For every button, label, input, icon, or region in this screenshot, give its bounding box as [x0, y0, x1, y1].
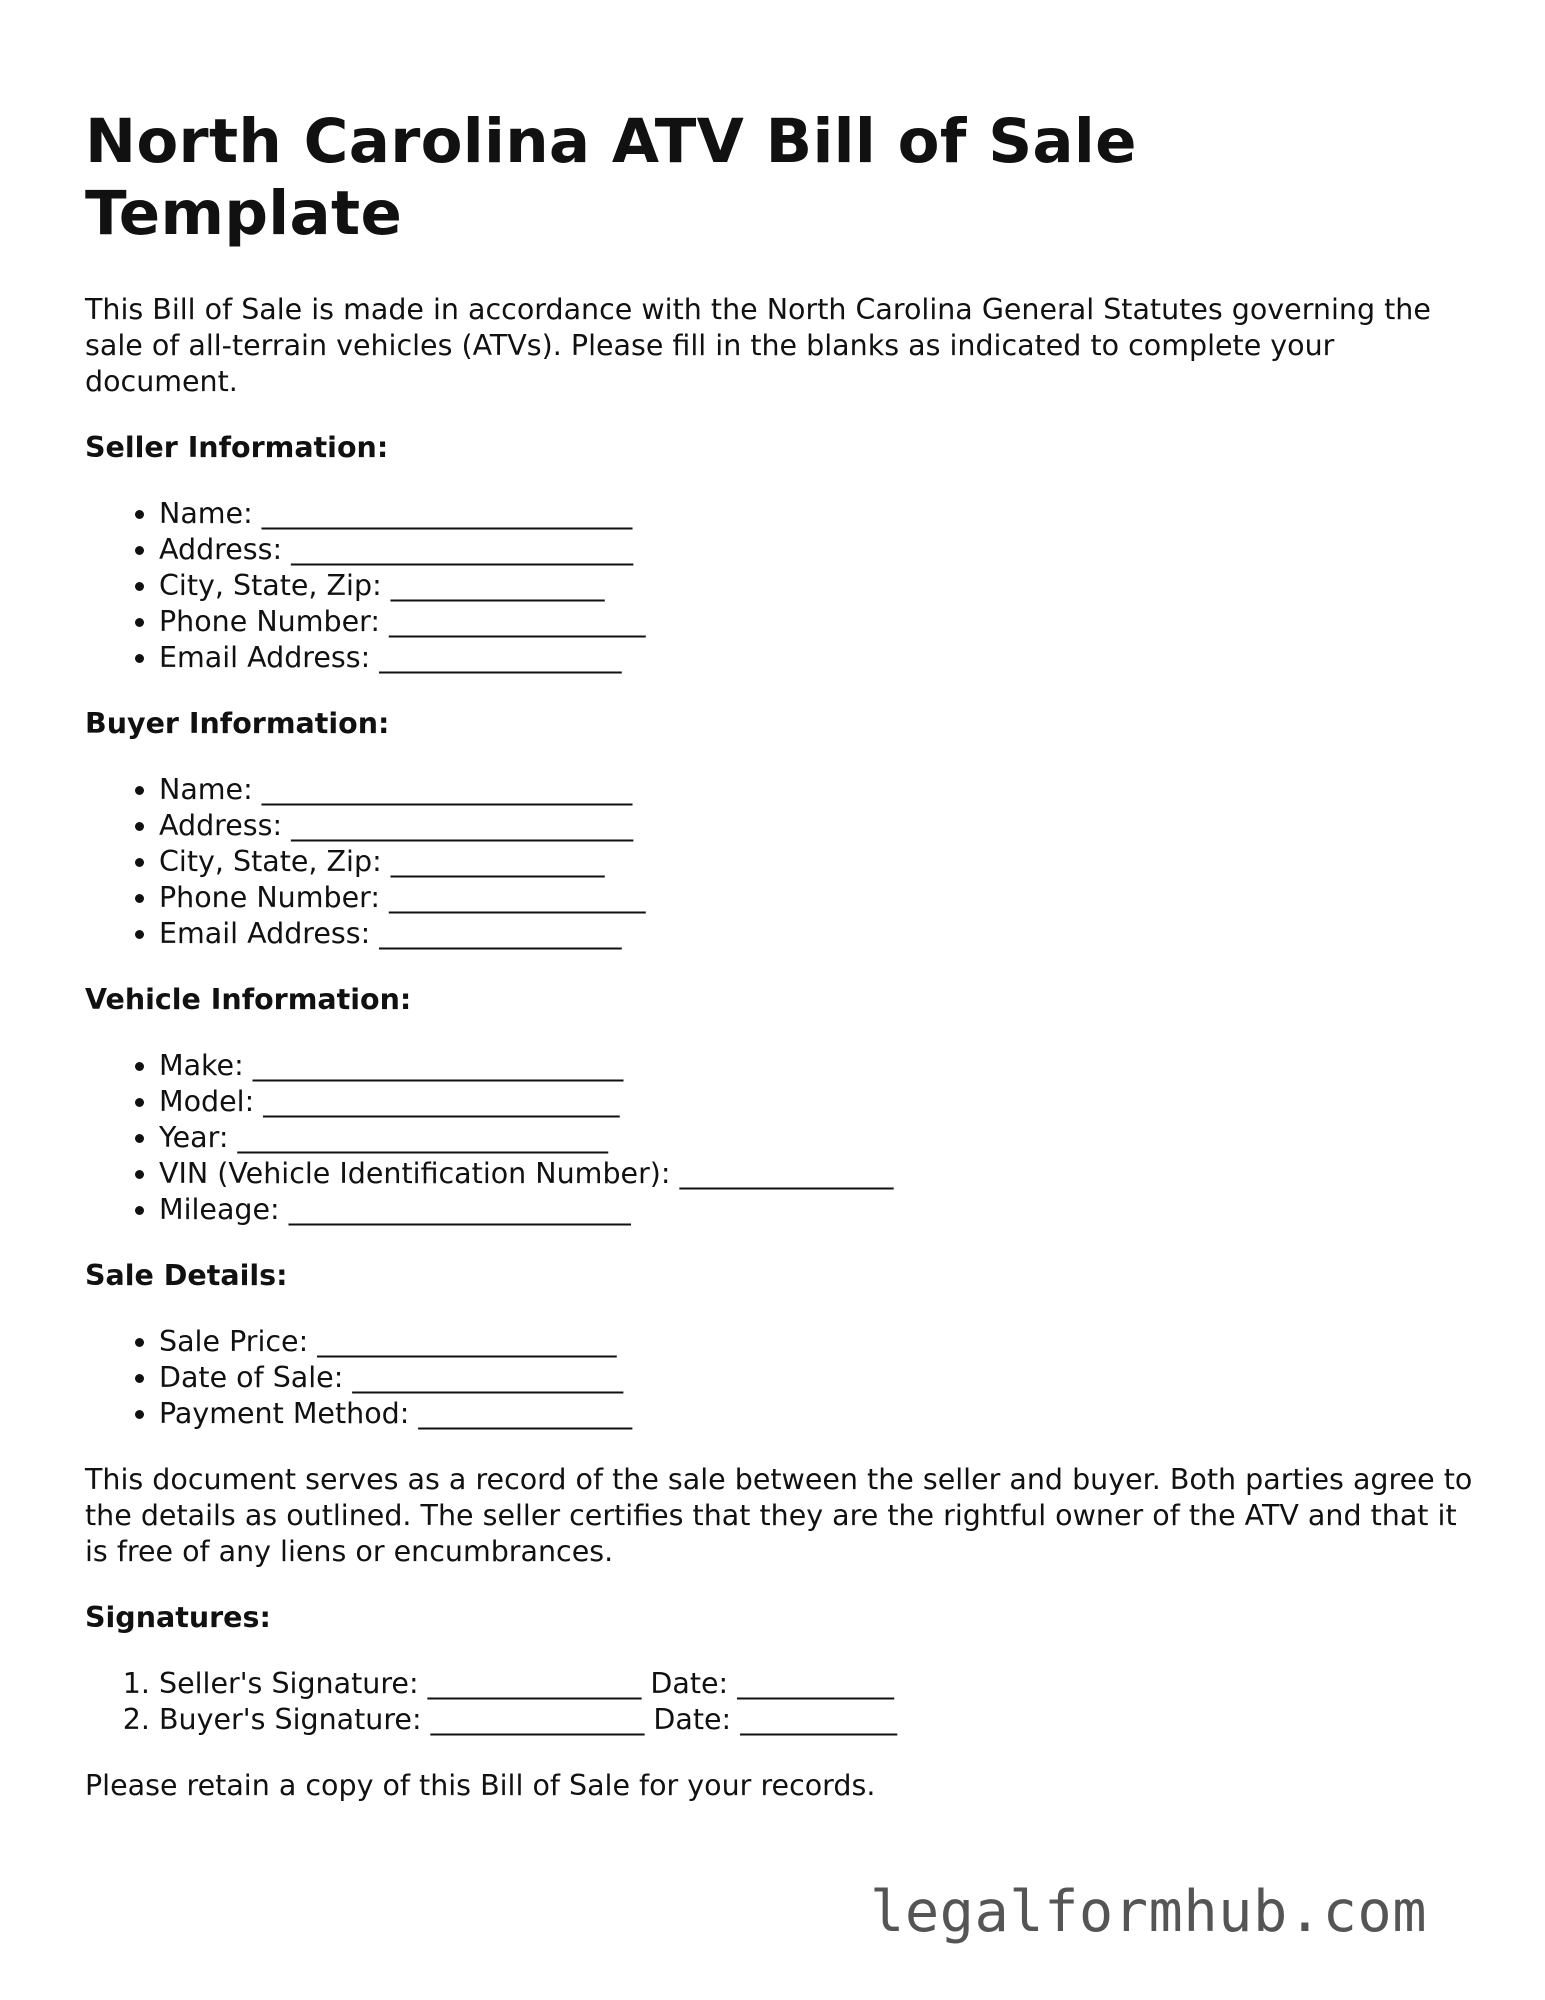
seller-city-state-zip-field[interactable]: • City, State, Zip: _______________ — [159, 568, 1475, 604]
vehicle-model-field[interactable]: • Model: _________________________ — [159, 1084, 1475, 1120]
buyer-list — [85, 772, 1475, 952]
document-title: North Carolina ATV Bill of Sale Template — [85, 106, 1137, 249]
vehicle-heading: Vehicle Information: — [85, 983, 412, 1016]
retain-note: Please retain a copy of this Bill of Sale for your records. — [85, 1769, 876, 1802]
watermark-text: legalformhub.com — [870, 1879, 1428, 1945]
buyer-address-field[interactable]: • Address: ________________________ — [159, 808, 1475, 844]
seller-name-field[interactable]: • Name: __________________________ — [159, 496, 1475, 532]
document-page — [85, 0, 1475, 1804]
sale-price-field[interactable]: • Sale Price: _____________________ — [159, 1324, 1475, 1360]
sale-list — [85, 1324, 1475, 1432]
seller-list — [85, 496, 1475, 676]
sale-heading: Sale Details: — [85, 1259, 288, 1292]
signatures-heading: Signatures: — [85, 1601, 271, 1634]
buyer-email-field[interactable]: • Email Address: _________________ — [159, 916, 1475, 952]
vehicle-make-field[interactable]: • Make: __________________________ — [159, 1048, 1475, 1084]
vehicle-list — [85, 1048, 1475, 1228]
closing-paragraph: This document serves as a record of the sale between the seller and buyer. Both parties agree to the details as outlined. The seller certifies that they are the rightful owner of the ATV and that it is free of any liens or encumbrances. — [85, 1463, 1473, 1568]
sale-date-field[interactable]: • Date of Sale: ___________________ — [159, 1360, 1475, 1396]
buyer-phone-field[interactable]: • Phone Number: __________________ — [159, 880, 1475, 916]
buyer-heading: Buyer Information: — [85, 707, 390, 740]
buyer-signature-field[interactable]: 2. Buyer's Signature: _______________ Date: ___________ — [159, 1702, 1475, 1738]
buyer-name-field[interactable]: • Name: __________________________ — [159, 772, 1475, 808]
vehicle-vin-field[interactable]: • VIN (Vehicle Identification Number): _______________ — [159, 1156, 1475, 1192]
intro-paragraph: This Bill of Sale is made in accordance with the North Carolina General Statutes governing the sale of all-terrain vehicles (ATVs). Please fill in the blanks as indicated to complete your document. — [85, 293, 1431, 398]
vehicle-year-field[interactable]: • Year: __________________________ — [159, 1120, 1475, 1156]
signatures-list — [85, 1666, 1475, 1738]
payment-method-field[interactable]: • Payment Method: _______________ — [159, 1396, 1475, 1432]
seller-email-field[interactable]: • Email Address: _________________ — [159, 640, 1475, 676]
seller-phone-field[interactable]: • Phone Number: __________________ — [159, 604, 1475, 640]
seller-heading: Seller Information: — [85, 431, 389, 464]
seller-signature-field[interactable]: 1. Seller's Signature: _______________ Date: ___________ — [159, 1666, 1475, 1702]
buyer-city-state-zip-field[interactable]: • City, State, Zip: _______________ — [159, 844, 1475, 880]
vehicle-mileage-field[interactable]: • Mileage: ________________________ — [159, 1192, 1475, 1228]
seller-address-field[interactable]: • Address: ________________________ — [159, 532, 1475, 568]
